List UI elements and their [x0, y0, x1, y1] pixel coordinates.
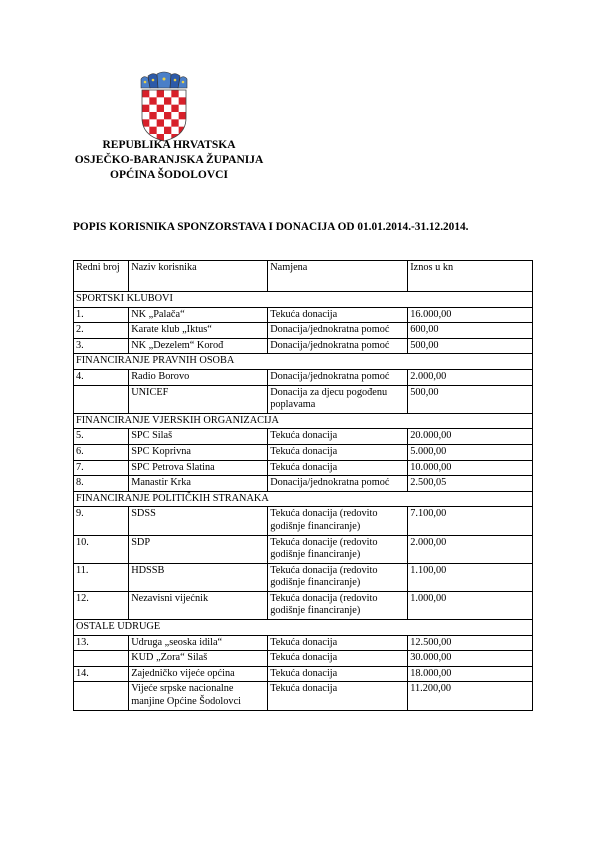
- row-number: 8.: [74, 476, 129, 492]
- donation-amount: 11.200,00: [408, 682, 533, 710]
- row-number: 5.: [74, 429, 129, 445]
- table-row: [74, 535, 533, 563]
- section-row: [74, 292, 533, 308]
- donation-purpose: Donacija/jednokratna pomoć: [268, 338, 408, 354]
- donation-amount: 20.000,00: [408, 429, 533, 445]
- beneficiary-name: Radio Borovo: [129, 369, 268, 385]
- table-row: [74, 476, 533, 492]
- document-title: POPIS KORISNIKA SPONZORSTAVA I DONACIJA OD 01.01.2014.-31.12.2014.: [73, 221, 469, 233]
- donation-purpose: Tekuća donacija: [268, 666, 408, 682]
- donation-purpose: Tekuća donacija: [268, 460, 408, 476]
- section-row: [74, 354, 533, 370]
- beneficiary-name: SPC Silaš: [129, 429, 268, 445]
- donation-amount: 30.000,00: [408, 651, 533, 667]
- donation-purpose: Donacija za djecu pogođenu poplavama: [268, 385, 408, 413]
- header-number: Redni broj: [74, 261, 129, 292]
- row-number: 1.: [74, 307, 129, 323]
- beneficiary-name: Karate klub „Iktus“: [129, 323, 268, 339]
- croatian-coat-of-arms-icon: [138, 70, 190, 142]
- table-row: [74, 682, 533, 710]
- donation-amount: 7.100,00: [408, 507, 533, 535]
- table-body: [74, 292, 533, 711]
- beneficiary-name: KUD „Zora“ Silaš: [129, 651, 268, 667]
- beneficiary-name: Manastir Krka: [129, 476, 268, 492]
- table-row: [74, 666, 533, 682]
- table-row: [74, 429, 533, 445]
- beneficiary-name: Zajedničko vijeće općina: [129, 666, 268, 682]
- donation-purpose: Tekuća donacija: [268, 682, 408, 710]
- beneficiary-name: Vijeće srpske nacionalne manjine Općine Šodolovci: [129, 682, 268, 710]
- table-header-row: [74, 261, 533, 292]
- section-label: FINANCIRANJE POLITIČKIH STRANAKA: [74, 491, 533, 507]
- donation-purpose: Donacija/jednokratna pomoć: [268, 369, 408, 385]
- header-county: OSJEČKO-BARANJSKA ŽUPANIJA: [74, 154, 264, 166]
- beneficiary-name: HDSSB: [129, 563, 268, 591]
- donation-amount: 1.000,00: [408, 591, 533, 619]
- donation-purpose: Tekuća donacija: [268, 307, 408, 323]
- section-row: [74, 620, 533, 636]
- donation-purpose: Tekuća donacija (redovito godišnje financiranje): [268, 591, 408, 619]
- donations-table: [73, 260, 533, 711]
- row-number: [74, 385, 129, 413]
- table-row: [74, 651, 533, 667]
- beneficiary-name: Udruga „seoska idila“: [129, 635, 268, 651]
- row-number: [74, 651, 129, 667]
- section-label: FINANCIRANJE PRAVNIH OSOBA: [74, 354, 533, 370]
- table-row: [74, 591, 533, 619]
- table-row: [74, 307, 533, 323]
- beneficiary-name: SPC Koprivna: [129, 444, 268, 460]
- donation-purpose: Tekuća donacija: [268, 651, 408, 667]
- header-purpose: Namjena: [268, 261, 408, 292]
- row-number: 3.: [74, 338, 129, 354]
- section-label: OSTALE UDRUGE: [74, 620, 533, 636]
- donation-amount: 2.500,05: [408, 476, 533, 492]
- row-number: 9.: [74, 507, 129, 535]
- donation-amount: 600,00: [408, 323, 533, 339]
- section-label: SPORTSKI KLUBOVI: [74, 292, 533, 308]
- beneficiary-name: NK „Dezelem“ Korođ: [129, 338, 268, 354]
- beneficiary-name: SDP: [129, 535, 268, 563]
- section-row: [74, 491, 533, 507]
- beneficiary-name: UNICEF: [129, 385, 268, 413]
- table-row: [74, 338, 533, 354]
- table-row: [74, 507, 533, 535]
- donation-purpose: Tekuća donacija: [268, 444, 408, 460]
- table-row: [74, 563, 533, 591]
- header-municipality: OPĆINA ŠODOLOVCI: [110, 169, 228, 181]
- header-beneficiary: Naziv korisnika: [129, 261, 268, 292]
- donation-purpose: Tekuća donacija (redovito godišnje financiranje): [268, 563, 408, 591]
- donation-purpose: Tekuća donacija: [268, 635, 408, 651]
- row-number: 12.: [74, 591, 129, 619]
- donation-amount: 16.000,00: [408, 307, 533, 323]
- donation-purpose: Tekuća donacija: [268, 429, 408, 445]
- donation-amount: 500,00: [408, 338, 533, 354]
- table-row: [74, 635, 533, 651]
- donation-amount: 2.000,00: [408, 535, 533, 563]
- row-number: 4.: [74, 369, 129, 385]
- donation-amount: 12.500,00: [408, 635, 533, 651]
- beneficiary-name: SPC Petrova Slatina: [129, 460, 268, 476]
- row-number: 10.: [74, 535, 129, 563]
- beneficiary-name: SDSS: [129, 507, 268, 535]
- section-label: FINANCIRANJE VJERSKIH ORGANIZACIJA: [74, 413, 533, 429]
- table-row: [74, 385, 533, 413]
- donation-amount: 500,00: [408, 385, 533, 413]
- header-country: REPUBLIKA HRVATSKA: [102, 139, 236, 151]
- donation-amount: 5.000,00: [408, 444, 533, 460]
- row-number: 14.: [74, 666, 129, 682]
- donation-amount: 18.000,00: [408, 666, 533, 682]
- row-number: 6.: [74, 444, 129, 460]
- row-number: 11.: [74, 563, 129, 591]
- donation-amount: 10.000,00: [408, 460, 533, 476]
- table-row: [74, 369, 533, 385]
- section-row: [74, 413, 533, 429]
- donation-purpose: Tekuća donacija (redovito godišnje financiranje): [268, 507, 408, 535]
- table-row: [74, 444, 533, 460]
- donation-purpose: Donacija/jednokratna pomoć: [268, 323, 408, 339]
- row-number: [74, 682, 129, 710]
- donation-purpose: Tekuća donacije (redovito godišnje financiranje): [268, 535, 408, 563]
- donation-amount: 2.000,00: [408, 369, 533, 385]
- donation-purpose: Donacija/jednokratna pomoć: [268, 476, 408, 492]
- issuer-header: [70, 138, 268, 183]
- beneficiary-name: NK „Palača“: [129, 307, 268, 323]
- row-number: 13.: [74, 635, 129, 651]
- header-amount: Iznos u kn: [408, 261, 533, 292]
- row-number: 7.: [74, 460, 129, 476]
- beneficiary-name: Nezavisni vijećnik: [129, 591, 268, 619]
- table-row: [74, 460, 533, 476]
- donation-amount: 1.100,00: [408, 563, 533, 591]
- row-number: 2.: [74, 323, 129, 339]
- table-row: [74, 323, 533, 339]
